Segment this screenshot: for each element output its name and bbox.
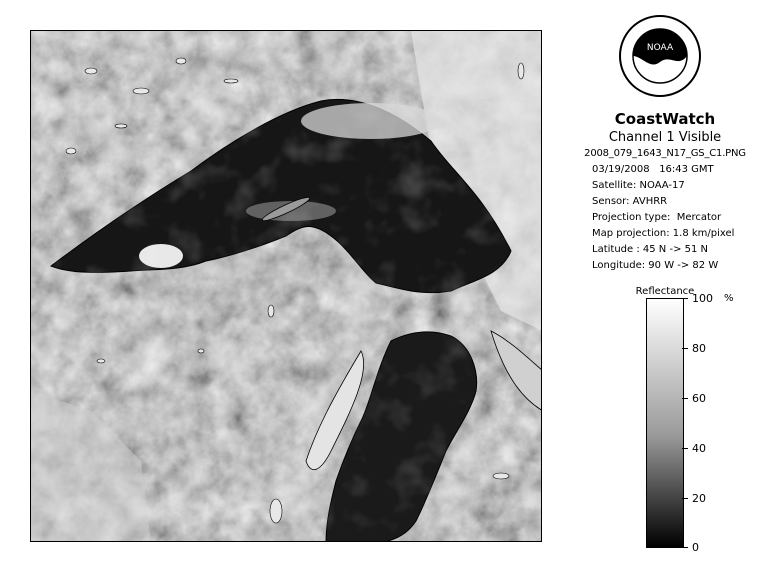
legend-title: Reflectance xyxy=(635,286,695,297)
noaa-logo-text: NOAA xyxy=(646,43,674,53)
legend-unit: % xyxy=(724,293,734,304)
colorbar-label: 100 xyxy=(692,292,713,305)
satellite-image xyxy=(31,31,542,542)
colorbar-tick xyxy=(682,348,688,349)
satellite-map xyxy=(30,30,542,542)
colorbar-label: 0 xyxy=(692,541,699,554)
noaa-logo xyxy=(618,14,702,98)
colorbar-label: 60 xyxy=(692,392,706,405)
reflectance-colorbar xyxy=(646,298,684,548)
acquisition-datetime xyxy=(592,164,714,175)
meta-map-projection: Map projection: 1.8 km/pixel xyxy=(592,228,735,239)
colorbar-label: 80 xyxy=(692,342,706,355)
colorbar-tick xyxy=(682,398,688,399)
brand-title: CoastWatch xyxy=(614,110,716,128)
channel-title: Channel 1 Visible xyxy=(608,130,722,145)
colorbar-tick xyxy=(682,448,688,449)
meta-sensor: Sensor: AVHRR xyxy=(592,196,668,207)
acquisition-date: 03/19/2008 xyxy=(592,164,650,175)
meta-latitude: Latitude : 45 N -> 51 N xyxy=(592,244,709,255)
meta-satellite: Satellite: NOAA-17 xyxy=(592,180,685,191)
colorbar-tick xyxy=(682,498,688,499)
colorbar-tick xyxy=(682,298,688,299)
meta-longitude: Longitude: 90 W -> 82 W xyxy=(592,260,719,271)
colorbar-label: 40 xyxy=(692,442,706,455)
colorbar-tick xyxy=(682,547,688,548)
image-filename: 2008_079_1643_N17_GS_C1.PNG xyxy=(584,148,746,159)
acquisition-time: 16:43 GMT xyxy=(659,164,714,175)
colorbar-label: 20 xyxy=(692,492,706,505)
meta-projection-type: Projection type: Mercator xyxy=(592,212,722,223)
